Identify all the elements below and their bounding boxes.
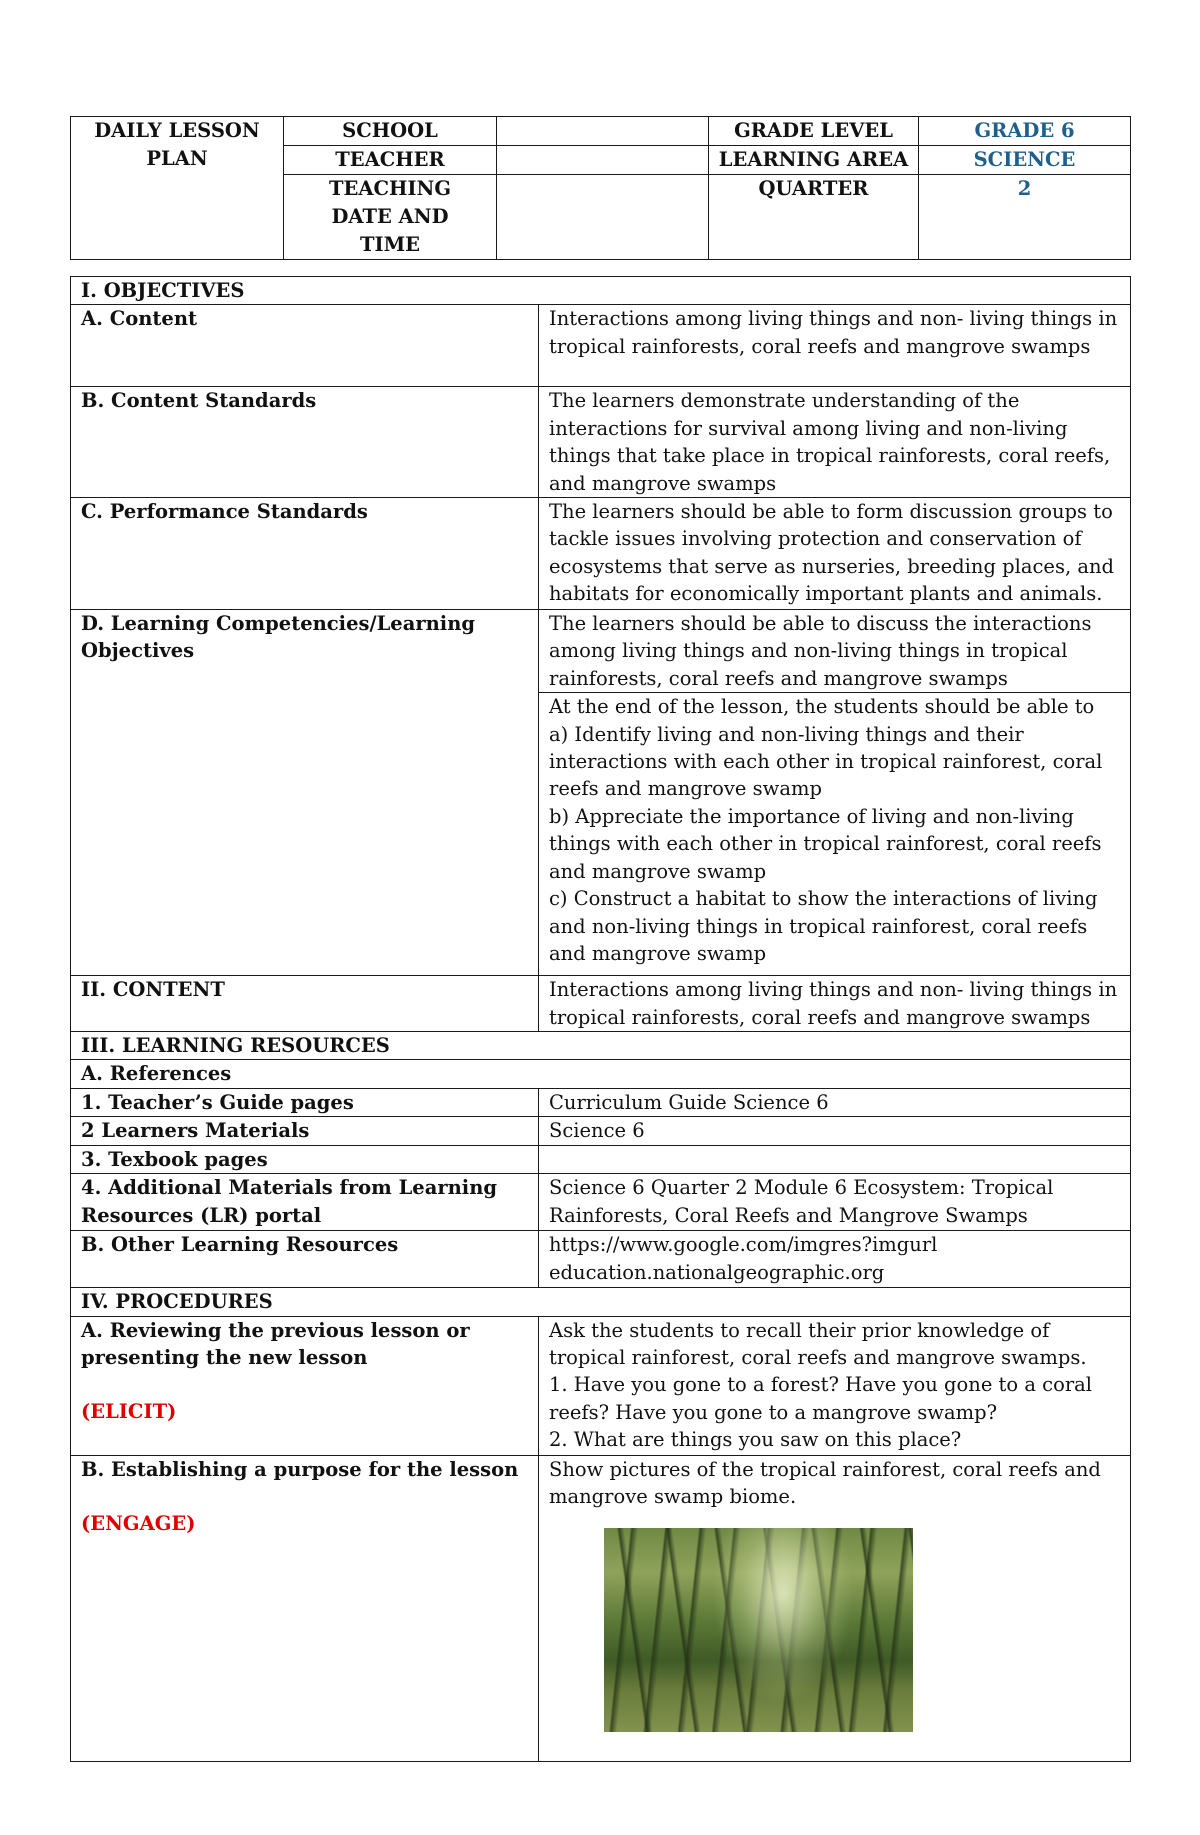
references-label: A. References [71,1060,1131,1088]
elicit-tag: (ELICIT) [81,1400,177,1424]
objective-b: b) Appreciate the importance of living and non-living things with each other in tropical rainforest, coral reefs and mangrove swamp [549,804,1102,883]
other-resource-link[interactable]: https://www.google.com/imgres?imgurl [549,1233,938,1257]
teaching-date-label: TEACHING DATE AND TIME [284,175,497,260]
other-resources-value [539,1231,1131,1288]
objective-c: c) Construct a habitat to show the interactions of living and non-living things in tropical rainforest, coral reefs and mangrove swamp [549,887,1098,965]
content-standards-value: The learners demonstrate understanding of the interactions for survival among living and non-living things that take place in tropical rainforests, coral reefs, and mangrove swamps [539,387,1131,498]
learning-area-label: LEARNING AREA [709,146,919,175]
lesson-table [70,276,1131,1762]
objective-a: a) Identify living and non-living things and their interactions with each other in tropical rainforest, coral reefs and mangrove swamp [549,722,1103,801]
quarter-label: QUARTER [709,175,919,260]
objectives-intro: At the end of the lesson, the students should be able to [549,695,1095,719]
review-instruction: Ask the students to recall their prior knowledge of tropical rainforest, coral reefs and mangrove swamps. [549,1318,1087,1369]
purpose-label: B. Establishing a purpose for the lesson [81,1457,519,1481]
competencies-value: The learners should be able to discuss the interactions among living things and non-living things in tropical rainforests, coral reefs and mangrove swamps [539,610,1131,693]
rainforest-photo [604,1528,913,1732]
header-table [70,116,1131,260]
school-value[interactable] [497,117,709,146]
content-label: A. Content [71,305,539,387]
content-section-label: II. CONTENT [71,976,539,1032]
review-question-1: 1. Have you gone to a forest? Have you gone to a coral reefs? Have you gone to a mangrove swamp? [549,1373,1093,1424]
purpose-cell [71,1455,539,1761]
content-value: Interactions among living things and non- living things in tropical rainforests, coral reefs and mangrove swamps [539,305,1131,387]
textbook-pages-label: 3. Texbook pages [71,1145,539,1173]
teacher-label: TEACHER [284,146,497,175]
grade-level-label: GRADE LEVEL [709,117,919,146]
lesson-objectives [539,693,1131,976]
teacher-value[interactable] [497,146,709,175]
school-label: SCHOOL [284,117,497,146]
resources-heading: III. LEARNING RESOURCES [71,1032,1131,1060]
other-resource-site[interactable]: education.nationalgeographic.org [549,1260,885,1284]
engage-tag: (ENGAGE) [81,1511,196,1535]
plan-title: DAILY LESSON PLAN [71,117,284,260]
grade-level-value: GRADE 6 [919,117,1131,146]
performance-standards-value: The learners should be able to form discussion groups to tackle issues involving protection and conservation of ecosystems that serve as nurseries, breeding places, and habitats for economically important plants and animals. [539,498,1131,610]
additional-materials-value: Science 6 Quarter 2 Module 6 Ecosystem: Tropical Rainforests, Coral Reefs and Mangrove Swamps [539,1174,1131,1231]
purpose-instruction: Show pictures of the tropical rainforest, coral reefs and mangrove swamp biome. [549,1457,1101,1508]
review-lesson-label: A. Reviewing the previous lesson or presenting the new lesson [81,1318,470,1369]
performance-standards-label: C. Performance Standards [71,498,539,610]
quarter-value: 2 [919,175,1131,260]
procedures-heading: IV. PROCEDURES [71,1288,1131,1316]
teaching-date-value[interactable] [497,175,709,260]
teachers-guide-label: 1. Teacher’s Guide pages [71,1088,539,1116]
content-section-value: Interactions among living things and non- living things in tropical rainforests, coral reefs and mangrove swamps [539,976,1131,1032]
review-lesson-value [539,1316,1131,1455]
review-question-2: 2. What are things you saw on this place? [549,1428,962,1452]
purpose-value [539,1455,1131,1761]
additional-materials-label: 4. Additional Materials from Learning Resources (LR) portal [71,1174,539,1231]
textbook-pages-value [539,1145,1131,1173]
competencies-label: D. Learning Competencies/Learning Objectives [71,610,539,976]
objectives-heading: I. OBJECTIVES [71,277,1131,305]
learners-materials-value: Science 6 [539,1117,1131,1145]
review-lesson-cell [71,1316,539,1455]
learners-materials-label: 2 Learners Materials [71,1117,539,1145]
learning-area-value: SCIENCE [919,146,1131,175]
other-resources-label: B. Other Learning Resources [71,1231,539,1288]
content-standards-label: B. Content Standards [71,387,539,498]
teachers-guide-value: Curriculum Guide Science 6 [539,1088,1131,1116]
